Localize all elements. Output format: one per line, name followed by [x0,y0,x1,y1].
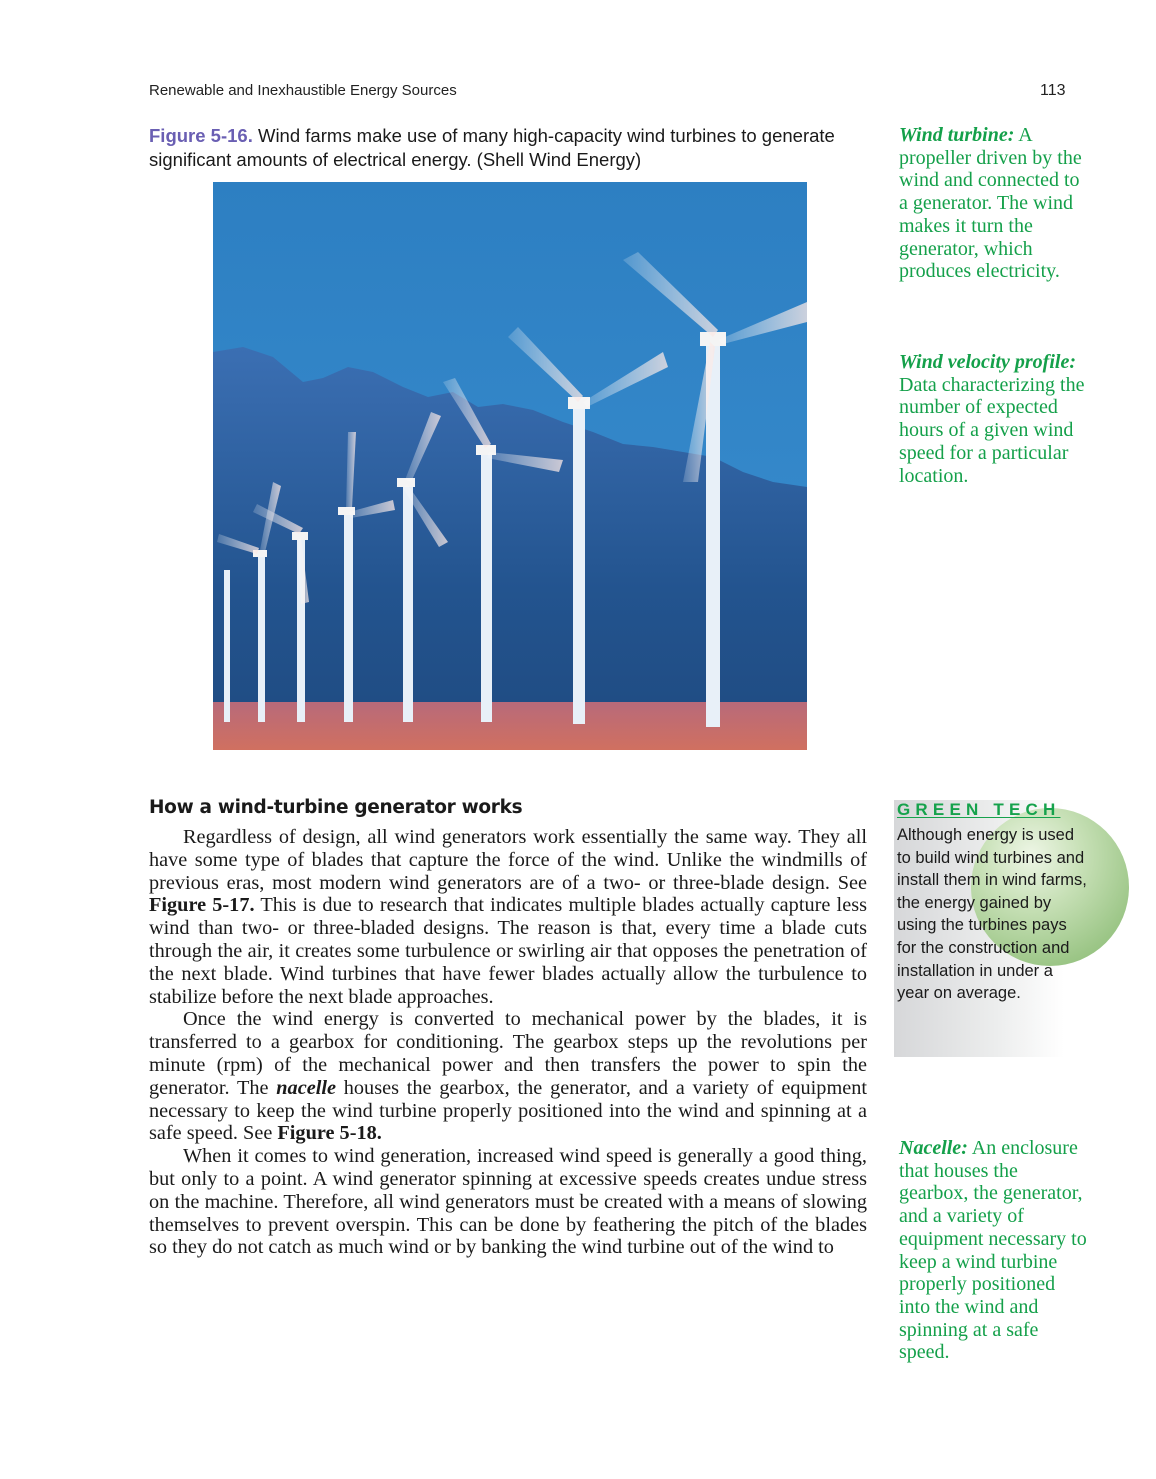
paragraph-1 [149,826,867,1008]
figure-caption-text: Wind farms make use of many high-capacity wind turbines to generate significant amounts of electrical energy. (Shell Wind Energy) [149,125,835,170]
paragraph-text: This is due to research that indicates multiple blades actually capture less wind than two- or three-bladed designs. The reason is that, every time a blade cuts through the air, it creates some turbulence or swirling air that opposes the penetration of the next blade. Wind turbines that have fewer blades actually allow the turbulence to stabilize before the next blade approaches. [149,894,867,1008]
figure-label: Figure 5-16. [149,125,253,146]
section-heading: How a wind-turbine generator works [149,797,523,818]
margin-note-wind-velocity-profile [899,351,1089,487]
wind-farm-photo [213,182,807,750]
figure-reference: Figure 5-17. [149,894,255,917]
key-term: nacelle [276,1076,336,1099]
paragraph-text: houses the gearbox, the generator, and a variety of equipment necessary to keep the wind turbine properly positioned into the wind and spinning at a safe speed. See [149,1076,867,1145]
margin-note-term: Wind velocity profile: [899,351,1076,373]
margin-note-term: Wind turbine: [899,124,1015,146]
paragraph-2 [149,1008,867,1145]
green-tech-sidebar [894,800,1134,1057]
figure-caption [149,124,849,172]
running-head: Renewable and Inexhaustible Energy Sources [149,82,457,99]
page-number: 113 [1040,82,1066,99]
margin-note-nacelle [899,1137,1089,1364]
margin-note-definition: An enclosure that houses the gearbox, the generator, and a variety of equipment necessary to keep a wind turbine properly positioned into the wind and spinning at a safe speed. [899,1137,1087,1364]
wind-turbines-image [213,182,807,750]
margin-note-definition: A propeller driven by the wind and connected to a generator. The wind makes it turn the generator, which produces electricity. [899,124,1082,283]
paragraph-text: Regardless of design, all wind generators work essentially the same way. They all have some type of blades that capture the force of the wind. Unlike the windmills of previous eras, most modern wind generators are of a two- or three-blade design. See [149,826,867,894]
body-text [149,826,867,1259]
paragraph-text: Once the wind energy is converted to mechanical power by the blades, it is transferred to a gearbox for conditioning. The gearbox steps up the revolutions per minute (rpm) of the mechanical power and then transfers the power to spin the generator. The [149,1008,867,1099]
margin-note-term: Nacelle: [899,1137,968,1159]
green-tech-title: GREEN TECH [897,800,1061,819]
margin-note-wind-turbine [899,124,1089,283]
green-tech-body: Although energy is used to build wind turbines and install them in wind farms, the energy gained by using the turbines pays for the construction and installation in under a year on average. [897,826,1087,1003]
figure-reference: Figure 5-18. [277,1122,382,1145]
margin-note-definition: Data characterizing the number of expected hours of a given wind speed for a particular location. [899,373,1085,487]
paragraph-3: When it comes to wind generation, increased wind speed is generally a good thing, but only to a point. A wind generator spinning at excessive speeds creates undue stress on the machine. Therefore, all wind generators must be created with a means of slowing themselves to prevent overspin. This can be done by feathering the pitch of the blades so they do not catch as much wind or by banking the wind turbine out of the wind to [149,1145,867,1259]
